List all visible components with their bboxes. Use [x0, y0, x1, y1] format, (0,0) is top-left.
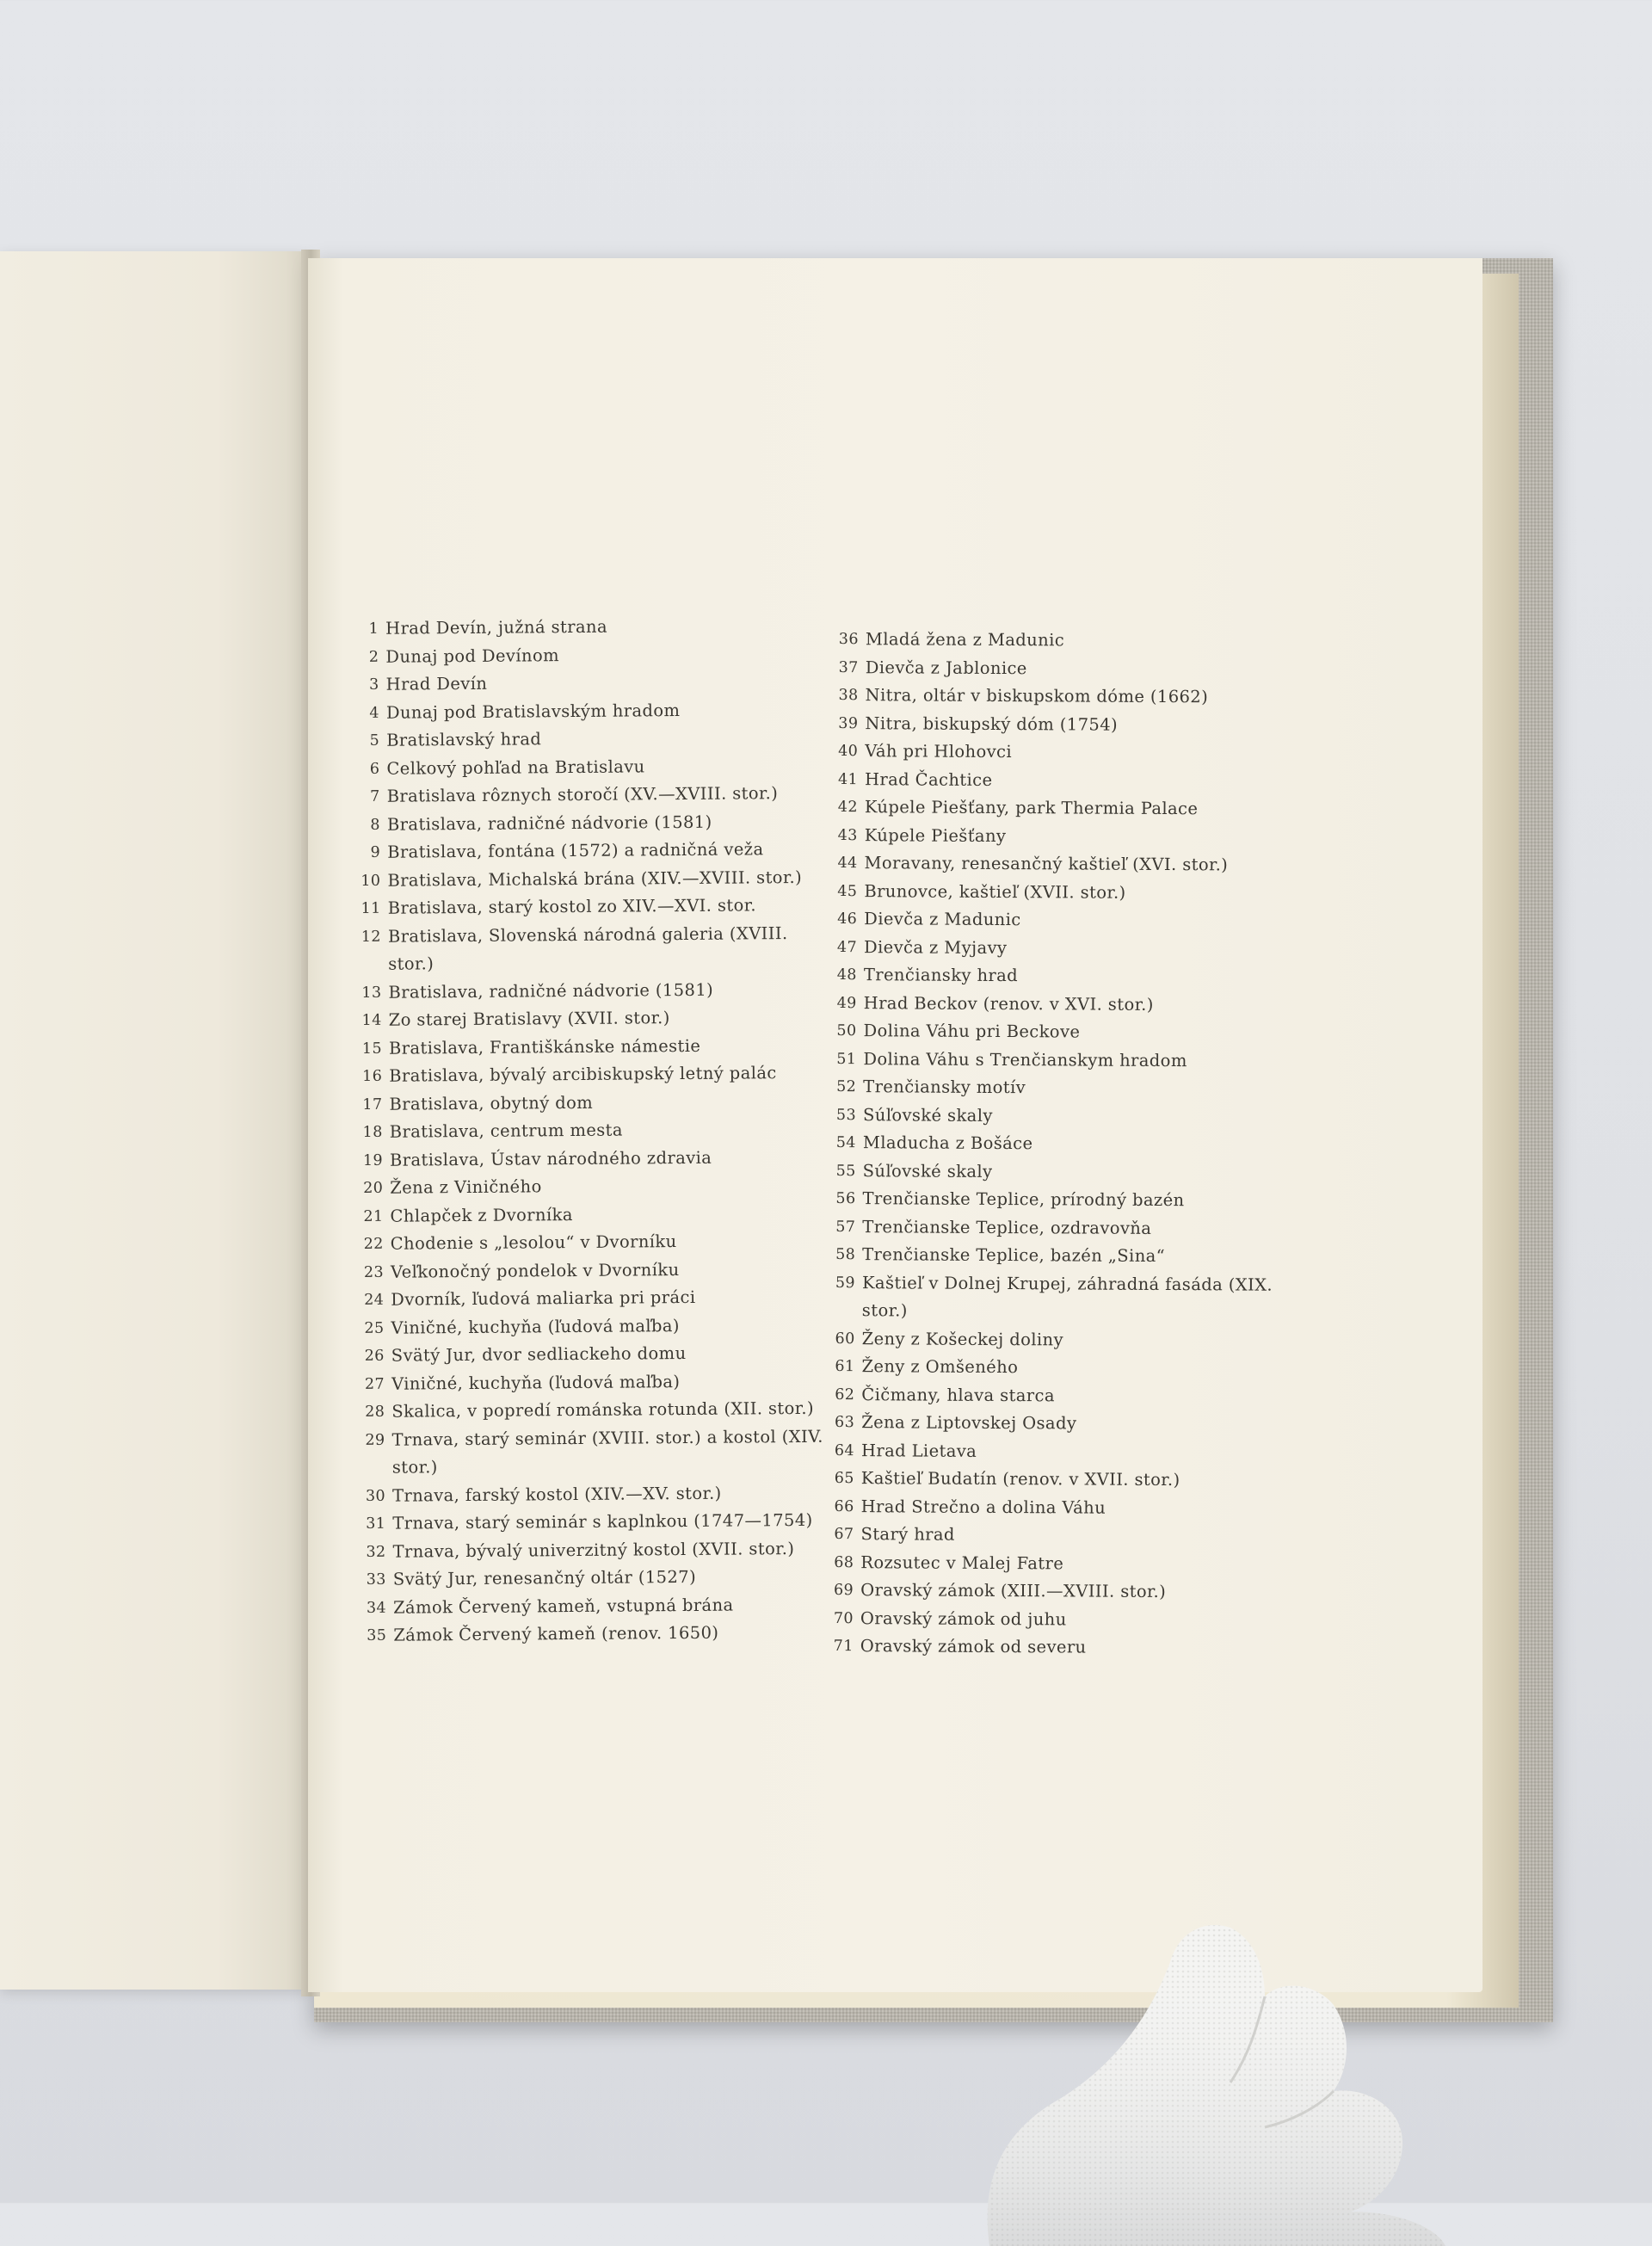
toc-entry-number: 33 — [366, 1570, 386, 1589]
toc-entry-title: Súľovské skaly — [862, 1104, 993, 1126]
toc-entry-number: 26 — [364, 1347, 385, 1365]
toc-entry-number: 39 — [838, 714, 859, 732]
toc-entry-title: Dunaj pod Devínom — [385, 645, 560, 667]
toc-entry-number: 12 — [361, 928, 382, 946]
toc-entry-title: Viničné, kuchyňa (ľudová maľba) — [391, 1315, 680, 1338]
toc-entry — [830, 1465, 1295, 1495]
toc-entry-number: 63 — [835, 1414, 855, 1432]
toc-entry — [829, 1632, 1294, 1663]
toc-entry-title: Kúpele Piešťany, park Thermia Palace — [864, 797, 1199, 819]
toc-entry-title: Veľkonočný pondelok v Dvorníku — [390, 1259, 680, 1282]
toc-entry-title: Bratislava, starý kostol zo XIV.—XVI. stor. — [387, 895, 756, 918]
toc-entry — [832, 1073, 1297, 1103]
toc-entry — [356, 836, 821, 867]
toc-entry — [829, 1604, 1294, 1634]
toc-entry — [356, 780, 821, 811]
toc-entry-title: Dolina Váhu s Trenčianskym hradom — [863, 1048, 1187, 1071]
toc-entry-number: 28 — [365, 1403, 385, 1421]
toc-entry-number: 69 — [833, 1582, 854, 1600]
toc-entry-title: Bratislava, Ústav národného zdravia — [389, 1147, 712, 1170]
toc-entry-number: 42 — [837, 799, 858, 817]
toc-entry-title: Moravany, renesančný kaštieľ (XVI. stor.) — [864, 853, 1229, 875]
toc-entry — [358, 1059, 823, 1091]
toc-entry — [357, 892, 822, 923]
toc-entry — [362, 1590, 827, 1622]
toc-entry-number: 53 — [835, 1106, 857, 1124]
toc-entry-title: Skalica, v popredí románska rotunda (XII. stor.) — [391, 1398, 815, 1422]
toc-entry — [356, 863, 821, 895]
toc-entry-title: Oravský zámok od juhu — [860, 1607, 1067, 1629]
toc-entry-number: 47 — [836, 938, 858, 956]
toc-entry-title: Bratislava rôznych storočí (XV.—XVIII. stor.) — [386, 783, 779, 806]
toc-entry — [834, 765, 1298, 795]
toc-entry-number: 59 — [835, 1274, 856, 1292]
toc-entry — [831, 1212, 1296, 1243]
toc-entry-title: Hrad Strečno a dolina Váhu — [860, 1496, 1106, 1518]
toc-entry — [834, 793, 1298, 824]
toc-entry-title: Celkový pohľad na Bratislavu — [386, 756, 645, 779]
toc-entry — [832, 1045, 1297, 1075]
toc-entry — [361, 1507, 826, 1539]
toc-entry-number: 37 — [838, 658, 859, 676]
left-page — [0, 251, 310, 1990]
toc-entry — [360, 1283, 824, 1315]
toc-entry — [830, 1380, 1295, 1410]
toc-entry-number: 62 — [835, 1385, 855, 1404]
toc-entry-number: 60 — [835, 1330, 855, 1348]
toc-entry — [831, 1324, 1296, 1354]
toc-entry-title: Zo starej Bratislavy (XVII. stor.) — [388, 1008, 670, 1030]
toc-entry-number: 49 — [836, 994, 857, 1012]
toc-entry-title: Trenčianske Teplice, bazén „Sina“ — [862, 1244, 1166, 1267]
toc-entry-number: 70 — [833, 1609, 854, 1627]
toc-entry — [832, 1101, 1297, 1131]
toc-entry — [360, 1227, 824, 1259]
toc-entry-title: Bratislava, Michalská brána (XIV.—XVIII. stor.) — [387, 867, 803, 891]
toc-entry-title: Bratislava, fontána (1572) a radničná veža — [387, 839, 764, 862]
toc-entry-number: 25 — [364, 1319, 385, 1337]
toc-entry — [832, 1157, 1297, 1187]
toc-entry — [359, 1115, 823, 1147]
toc-entry-number: 35 — [367, 1626, 387, 1644]
toc-entry — [834, 821, 1298, 851]
toc-entry-number: 51 — [836, 1050, 857, 1068]
toc-entry-number: 4 — [369, 704, 379, 722]
toc-entry-number: 3 — [369, 676, 379, 694]
toc-entry-number: 56 — [835, 1190, 856, 1208]
toc-entry-number: 57 — [835, 1218, 856, 1236]
toc-entry-title: Rozsutec v Malej Fatre — [860, 1552, 1064, 1573]
toc-entry-title: Chodenie s „lesolou“ v Dvorníku — [390, 1231, 677, 1254]
toc-entry — [830, 1353, 1295, 1383]
toc-entry — [834, 737, 1298, 768]
toc-entry-number: 1 — [368, 620, 379, 638]
toc-entry — [834, 682, 1298, 712]
toc-entry-title: Bratislava, Františkánske námestie — [388, 1035, 701, 1058]
toc-entry — [833, 989, 1298, 1019]
toc-entry-title: Svätý Jur, dvor sedliackeho domu — [391, 1342, 687, 1366]
toc-entry-number: 31 — [366, 1515, 386, 1533]
toc-entry — [833, 877, 1298, 907]
toc-entry-number: 61 — [835, 1358, 855, 1376]
toc-entry-title: Nitra, oltár v biskupskom dóme (1662) — [865, 685, 1209, 707]
toc-entry-number: 16 — [362, 1067, 383, 1085]
toc-entry-number: 6 — [369, 760, 380, 778]
toc-entry-number: 36 — [838, 631, 859, 649]
toc-entry-number: 2 — [368, 648, 379, 666]
toc-entry-number: 9 — [370, 843, 381, 861]
toc-entry-number: 68 — [834, 1553, 854, 1571]
toc-entry — [830, 1436, 1295, 1466]
toc-entry-number: 11 — [361, 899, 381, 917]
toc-entry-title: Dunaj pod Bratislavským hradom — [385, 700, 681, 723]
toc-entry — [361, 1339, 825, 1371]
toc-entry-title: Svätý Jur, renesančný oltár (1527) — [392, 1566, 697, 1589]
toc-entry-title: Kaštieľ Budatín (renov. v XVII. stor.) — [860, 1468, 1180, 1490]
toc-entry-number: 48 — [836, 966, 857, 984]
toc-entry-number: 55 — [835, 1162, 856, 1180]
toc-entry-number: 43 — [837, 826, 858, 844]
toc-entry — [355, 751, 820, 783]
toc-entry-title: Hrad Devín — [385, 673, 488, 694]
toc-entry-number: 24 — [364, 1291, 385, 1309]
toc-entry-number: 38 — [838, 687, 859, 705]
toc-entry-title: Bratislavský hrad — [386, 729, 542, 750]
toc-entry-title: Starý hrad — [860, 1524, 955, 1545]
toc-entry-title: Trnava, starý seminár s kaplnkou (1747—1754) — [392, 1509, 813, 1533]
toc-entry-number: 58 — [835, 1246, 856, 1264]
toc-entry-title: Bratislava, radničné nádvorie (1581) — [388, 979, 714, 1003]
toc-entry — [361, 1367, 825, 1398]
toc-entry-number: 54 — [835, 1134, 856, 1152]
toc-entry — [357, 975, 822, 1007]
toc-entry — [360, 1255, 824, 1287]
toc-entry-number: 34 — [366, 1599, 387, 1617]
toc-entry — [831, 1268, 1296, 1327]
toc-entry — [358, 1003, 823, 1035]
toc-entry — [830, 1409, 1295, 1439]
toc-entry-title: Bratislava, bývalý arcibiskupský letný palác — [389, 1063, 777, 1086]
toc-entry — [362, 1563, 827, 1595]
toc-entry-number: 66 — [834, 1497, 854, 1515]
toc-entry-title: Trnava, starý seminár (XVIII. stor.) a kostol (XIV. stor.) — [391, 1426, 823, 1478]
toc-entry-title: Ženy z Košeckej doliny — [861, 1328, 1063, 1349]
toc-entry-title: Chlapček z Dvorníka — [390, 1204, 573, 1226]
toc-entry-number: 15 — [361, 1040, 383, 1058]
toc-entry-number: 23 — [363, 1263, 385, 1281]
toc-entry — [833, 905, 1298, 935]
toc-entry-title: Trenčiansky motív — [863, 1077, 1026, 1098]
toc-entry-title: Dievča z Jablonice — [865, 657, 1027, 678]
toc-entry-title: Trnava, bývalý univerzitný kostol (XVII. stor.) — [392, 1538, 795, 1562]
toc-entry-number: 20 — [363, 1179, 384, 1197]
toc-entry-number: 14 — [361, 1011, 382, 1029]
toc-entry-title: Hrad Lietava — [860, 1440, 977, 1461]
toc-entry-title: Trnava, farský kostol (XIV.—XV. stor.) — [391, 1483, 722, 1506]
toc-entry-number: 29 — [365, 1431, 385, 1449]
toc-entry — [361, 1422, 825, 1482]
toc-entry — [835, 626, 1299, 656]
toc-entry-title: Mladá žena z Madunic — [865, 629, 1065, 651]
toc-entry — [359, 1143, 823, 1175]
toc-entry-number: 40 — [838, 743, 859, 761]
toc-entry-title: Váh pri Hlohovci — [865, 741, 1013, 762]
toc-entry — [833, 961, 1298, 991]
toc-entry-title: Bratislava, radničné nádvorie (1581) — [386, 811, 712, 835]
toc-entry — [356, 807, 821, 839]
toc-entry-title: Hrad Čachtice — [865, 768, 993, 790]
toc-entry — [832, 1017, 1297, 1047]
toc-entry-title: Ženy z Omšeného — [861, 1356, 1019, 1378]
toc-entry — [833, 849, 1298, 879]
toc-entry — [358, 1087, 823, 1119]
toc-entry-title: Dvorník, ľudová maliarka pri práci — [391, 1287, 696, 1310]
toc-entry — [831, 1185, 1296, 1215]
toc-entry-title: Žena z Liptovskej Osady — [861, 1412, 1077, 1434]
toc-entry-number: 7 — [370, 787, 380, 805]
toc-entry-number: 17 — [362, 1095, 383, 1114]
toc-entry-title: Nitra, biskupský dóm (1754) — [865, 713, 1119, 735]
toc-entry — [361, 1395, 825, 1427]
toc-entry-title: Viničné, kuchyňa (ľudová maľba) — [391, 1371, 681, 1394]
toc-entry-number: 64 — [834, 1441, 855, 1459]
toc-entry-number: 22 — [363, 1235, 384, 1253]
toc-entry — [354, 612, 819, 644]
toc-entry-title: Trenčianske Teplice, ozdravovňa — [862, 1216, 1152, 1238]
toc-entry-title: Čičmany, hlava starca — [861, 1384, 1055, 1405]
toc-entry-title: Zámok Červený kameň (renov. 1650) — [393, 1622, 719, 1645]
toc-entry-number: 13 — [361, 984, 382, 1002]
toc-entry — [832, 1129, 1297, 1159]
toc-entry — [829, 1521, 1294, 1551]
toc-entry-title: Súľovské skaly — [862, 1160, 993, 1182]
toc-entry — [355, 724, 820, 756]
toc-entry-title: Hrad Beckov (renov. v XVI. stor.) — [863, 992, 1154, 1015]
toc-entry — [358, 1031, 823, 1063]
toc-entry-number: 10 — [361, 872, 381, 890]
toc-entry-title: Oravský zámok od severu — [860, 1636, 1087, 1657]
toc-entry-title: Bratislava, obytný dom — [389, 1092, 594, 1114]
toc-entry-number: 30 — [365, 1487, 386, 1505]
toc-entry-number: 50 — [836, 1022, 857, 1040]
toc-entry-title: Dolina Váhu pri Beckove — [863, 1021, 1081, 1042]
toc-entry — [361, 1534, 826, 1566]
toc-entry-number: 45 — [837, 882, 858, 900]
toc-entry — [830, 1492, 1295, 1522]
toc-entry — [354, 639, 819, 671]
toc-entry-number: 41 — [837, 770, 859, 788]
toc-entry-number: 19 — [362, 1151, 384, 1169]
toc-entry — [833, 933, 1298, 963]
toc-entry-title: Oravský zámok (XIII.—XVIII. stor.) — [860, 1580, 1167, 1602]
toc-entry-title: Hrad Devín, južná strana — [385, 616, 608, 639]
toc-entry — [360, 1311, 824, 1342]
toc-entry-title: Bratislava, centrum mesta — [389, 1120, 623, 1142]
toc-entry — [362, 1619, 827, 1651]
toc-entry — [355, 695, 820, 727]
toc-entry-number: 71 — [833, 1638, 854, 1656]
toc-entry — [359, 1171, 823, 1203]
toc-entry — [835, 653, 1299, 683]
toc-entry-title: Dievča z Madunic — [864, 909, 1021, 930]
toc-entry-title: Mladucha z Bošáce — [862, 1132, 1033, 1154]
toc-entry-title: Kaštieľ v Dolnej Krupej, záhradná fasáda (XIX. stor.) — [861, 1272, 1273, 1321]
toc-entry-title: Brunovce, kaštieľ (XVII. stor.) — [864, 880, 1126, 903]
toc-entry-number: 21 — [363, 1207, 384, 1225]
toc-entry-number: 5 — [369, 731, 380, 750]
toc-entry — [829, 1577, 1294, 1607]
toc-entry-number: 65 — [834, 1470, 854, 1488]
toc-entry-number: 52 — [836, 1078, 857, 1096]
toc-entry-number: 46 — [837, 910, 858, 929]
toc-entry-number: 8 — [370, 816, 380, 834]
toc-right-column — [829, 626, 1299, 1663]
toc-entry-title: Žena z Viničného — [390, 1176, 542, 1198]
toc-entry — [355, 668, 820, 700]
toc-entry-number: 32 — [366, 1543, 386, 1561]
toc-left-column — [354, 612, 827, 1651]
toc-entry-number: 18 — [362, 1123, 383, 1141]
toc-entry-title: Bratislava, Slovenská národná galeria (XVIII. stor.) — [387, 922, 788, 974]
toc-entry — [831, 1241, 1296, 1271]
toc-entry-title: Trenčiansky hrad — [863, 965, 1019, 986]
toc-entry-title: Dievča z Myjavy — [863, 936, 1008, 958]
toc-entry-title: Kúpele Piešťany — [864, 824, 1007, 846]
white-glove-hand — [886, 1902, 1489, 2246]
toc-entry-number: 67 — [834, 1526, 854, 1544]
toc-entry — [361, 1478, 826, 1510]
toc-entry — [829, 1548, 1294, 1578]
toc-entry-title: Trenčianske Teplice, prírodný bazén — [862, 1188, 1185, 1211]
toc-entry — [359, 1199, 823, 1231]
toc-entry-number: 27 — [364, 1375, 385, 1393]
toc-entry — [834, 709, 1298, 739]
toc-entry-title: Zámok Červený kameň, vstupná brána — [392, 1595, 734, 1618]
toc-entry-number: 44 — [837, 855, 858, 873]
toc-entry — [357, 919, 822, 978]
